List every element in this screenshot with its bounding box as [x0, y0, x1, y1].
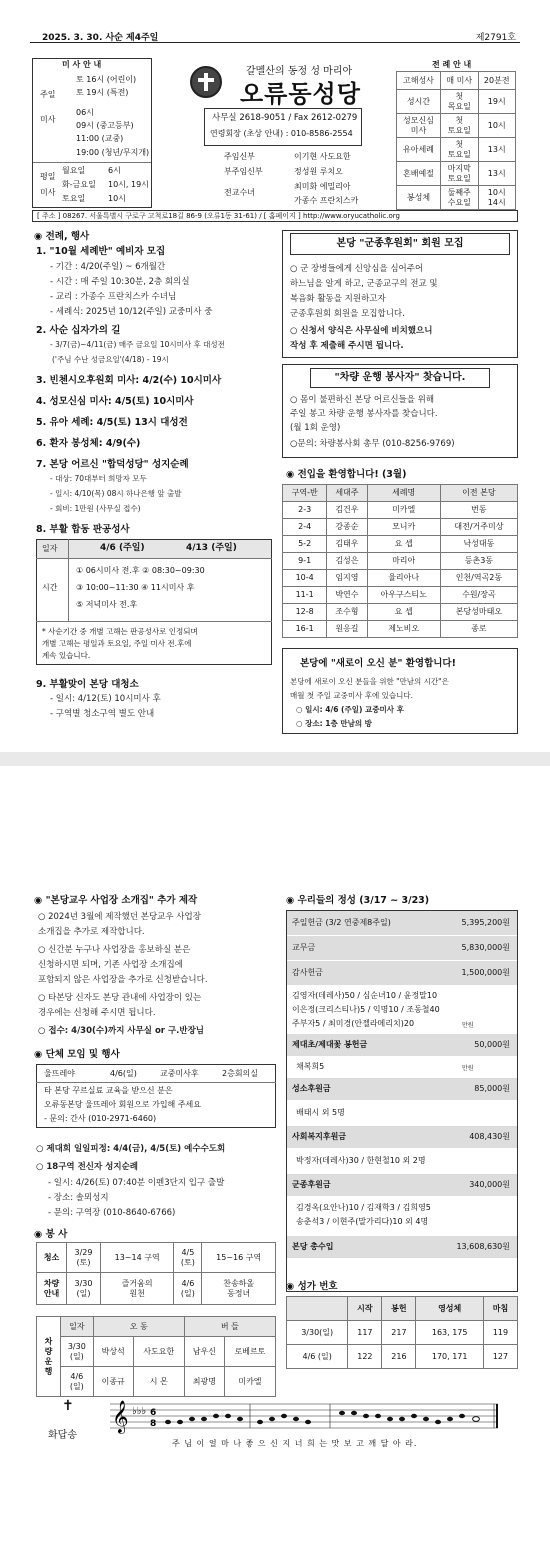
newcomers-cell: 2-4 — [283, 519, 327, 536]
thanks-1: 김영자(데레사)50 / 심순녀10 / 윤정말10 — [292, 991, 438, 1000]
groups-place: 2층회의실 — [222, 1069, 259, 1078]
newcomers-table — [282, 484, 518, 638]
newcomers-cell: 김태우 — [327, 536, 367, 553]
line: - 회비: 1만원 (사무실 접수) — [50, 504, 141, 513]
newcomers-cell: 요 셉 — [367, 536, 440, 553]
service-cell: 찬송하올 동정녀 — [202, 1273, 276, 1305]
line: ○ 2024년 3월에 제작했던 본당교우 사업장 — [38, 912, 201, 922]
confession-h2: 4/6 (주일) — [100, 543, 145, 553]
service-title: ◉ 봉 사 — [34, 1229, 68, 1240]
parish-subtitle: 갈멜산의 동정 성 마리아 — [246, 66, 353, 77]
newcomers-cell: 대전/거주미상 — [440, 519, 517, 536]
service-cell: 4/6 (일) — [174, 1273, 202, 1305]
ceremony-cell: 13시 — [478, 162, 516, 186]
service-cell: 13~14 구역 — [100, 1243, 174, 1273]
newcomers-header: 이전 본당 — [440, 485, 517, 502]
newcomers-cell: 수원/장곡 — [440, 587, 517, 604]
newcomers-cell: 낙성대동 — [440, 536, 517, 553]
welfare-label: 사회복지후원금 — [292, 1132, 347, 1141]
military-value: 340,000원 — [469, 1180, 510, 1189]
altar-label: 제대초/제대꽃 봉헌금 — [292, 1040, 368, 1049]
line: 타 본당 꾸르실료 교육을 받으신 분은 — [44, 1086, 173, 1095]
offering-label-2: 교무금 — [292, 943, 316, 952]
sun-time-2: 09시 (중고등부) — [76, 121, 134, 130]
confession-note-2: 개별 고해는 평일과 토요일, 주일 미사 전.후에 — [42, 639, 192, 648]
offering-label-1: 주일헌금 (3/2 연중제8주일) — [292, 918, 391, 927]
ceremony-cell: 10시 — [478, 114, 516, 138]
newcomers-cell: 박연수 — [327, 587, 367, 604]
svg-text:♭♭♭: ♭♭♭ — [132, 1406, 147, 1417]
line: ○ 타본당 신자도 본당 관내에 사업장이 있는 — [38, 993, 202, 1003]
line: (월 1회 운영) — [290, 423, 341, 433]
issue-date: 2025. 3. 30. 사순 제4주일 — [42, 33, 159, 43]
line: - 문의: 구역장 (010-8640-6766) — [48, 1208, 176, 1218]
offering-value-1: 5,395,200원 — [461, 918, 510, 927]
newcomers-cell: 16-1 — [283, 621, 327, 638]
newcomers-cell: 2-3 — [283, 502, 327, 519]
liturgy-item-6: 6. 환자 봉성체: 4/9(수) — [36, 438, 141, 449]
ceremony-cell: 첫 토요일 — [440, 114, 478, 138]
liturgy-item-5: 5. 유아 세례: 4/5(토) 13시 대성전 — [36, 417, 188, 428]
liturgy-item-2: 2. 사순 십자가의 길 — [36, 325, 121, 336]
altar-names: 채복희5 — [296, 1062, 325, 1071]
offering-label-3: 감사헌금 — [292, 968, 323, 977]
ceremony-cell: 봉성체 — [397, 186, 441, 210]
address-bar: [ 주소 ] 08267. 서울특별시 구로구 고척로18길 86-9 (오류1동 31-61) / [ 홈페이지 ] http://www.oryucatholic.org — [32, 210, 518, 222]
hymns-cell: 122 — [348, 1345, 382, 1369]
line: - 시간 : 매 주일 10:30분, 2층 회의실 — [50, 277, 190, 287]
drive-header: 오 동 — [93, 1317, 184, 1337]
legion-title: 본당 "군종후원회" 회원 모집 — [290, 233, 510, 255]
office-phone: 사무실 2618-9051 / Fax 2612-0279 — [212, 113, 358, 123]
ceremony-cell: 첫 목요일 — [440, 90, 478, 114]
sun-time-3: 11:00 (교중) — [76, 134, 124, 143]
service-cell: 차량 안내 — [37, 1273, 67, 1305]
newcomers-cell: 번동 — [440, 502, 517, 519]
line: 오류동본당 울뜨레아 회원으로 가입해 주세요 — [44, 1100, 202, 1109]
welfare-value: 408,430원 — [469, 1132, 510, 1141]
groups-name: 울뜨레야 — [44, 1069, 75, 1078]
drive-cell: 4/6 (일) — [61, 1367, 94, 1397]
weekday-label-1: 평일 — [40, 172, 56, 181]
svg-text:8: 8 — [150, 1419, 157, 1429]
hymns-cell: 127 — [483, 1345, 517, 1369]
newcomers-cell: 인천/역곡2동 — [440, 570, 517, 587]
staff-name-4: 가종수 프란치스카 — [294, 196, 359, 205]
offering-title: ◉ 우리들의 정성 (3/17 ~ 3/23) — [286, 895, 430, 906]
newcomers-cell: 9-1 — [283, 553, 327, 570]
drive-cell: 최광명 — [184, 1367, 224, 1397]
confession-h1: 일자 — [42, 544, 58, 553]
line: 경우에는 신청해 주시면 됩니다. — [38, 1008, 156, 1018]
sun-time-4: 19:00 (청년/무지개) — [76, 148, 150, 157]
hymns-cell: 4/6 (일) — [287, 1345, 348, 1369]
drive-header: 일자 — [61, 1317, 94, 1337]
line: ○ 신청서 양식은 사무실에 비치했으니 — [290, 326, 433, 336]
liturgy-item-3: 3. 빈첸시오후원회 미사: 4/2(수) 10시미사 — [36, 375, 222, 386]
weekday-time-2: 10시, 19시 — [108, 180, 149, 189]
drive-cell: 시 몬 — [133, 1367, 184, 1397]
ceremony-cell: 13시 — [478, 138, 516, 162]
newcomers-cell: 종로 — [440, 621, 517, 638]
line: - 문의: 간사 (010-2971-6460) — [44, 1114, 157, 1123]
ceremony-cell: 20분전 — [478, 72, 516, 90]
retreat-b: ○ 18구역 전신자 성지순례 — [36, 1162, 139, 1172]
line: 군종후원회 회원을 모집합니다. — [290, 309, 405, 319]
newcomers-cell: 등촌3동 — [440, 553, 517, 570]
hymns-cell: 3/30(일) — [287, 1321, 348, 1345]
confession-note-3: 계속 있습니다. — [42, 651, 91, 660]
shrine-names: 배태시 외 5명 — [296, 1108, 345, 1117]
ceremony-guide-title: 전 례 안 내 — [432, 60, 472, 69]
hymns-header: 봉헌 — [382, 1297, 416, 1321]
parish-logo-icon — [190, 66, 222, 98]
altar-value: 50,000원 — [474, 1040, 510, 1049]
parish-name: 오류동성당 — [240, 80, 361, 108]
bulletin-page-2 — [0, 766, 550, 1560]
newcomers-cell: 본당성마태오 — [440, 604, 517, 621]
sat-mass-2: 토 19시 (특전) — [76, 88, 129, 97]
liturgy-item-4: 4. 성모신심 미사: 4/5(토) 10시미사 — [36, 396, 194, 407]
line: - 구역별 청소구역 별도 안내 — [50, 709, 155, 719]
retreat-a: ○ 제대회 일일피정: 4/4(금), 4/5(토) 예수수도회 — [36, 1144, 226, 1154]
altar-unit: 만원 — [462, 1065, 474, 1072]
ceremony-cell: 유아세례 — [397, 138, 441, 162]
confession-note-1: * 사순기간 중 개별 고해는 판공성사로 인정되며 — [42, 627, 198, 636]
newcomers-cell: 조수형 — [327, 604, 367, 621]
line: - 장소: 솔뫼성지 — [48, 1193, 109, 1203]
hymns-header: 시작 — [348, 1297, 382, 1321]
liturgy-item-7: 7. 본당 어르신 "합덕성당" 성지순례 — [36, 459, 189, 470]
groups-title: ◉ 단체 모임 및 행사 — [34, 1049, 120, 1060]
newcomers-header: 세례명 — [367, 485, 440, 502]
hymns-cell: 117 — [348, 1321, 382, 1345]
line: - 세례식: 2025년 10/12(주일) 교중미사 중 — [50, 307, 213, 317]
sun-time-1: 06시 — [76, 108, 94, 117]
line: ○ 군 장병들에게 신앙심을 심어주어 — [290, 264, 424, 274]
line: - 일시: 4/12(토) 10시미사 후 — [50, 694, 161, 704]
divider — [68, 539, 69, 621]
funeral-contact: 연령회장 (초상 안내) : 010-8586-2554 — [210, 129, 353, 138]
confession-times-1: ① 06시미사 전.후 ② 08:30~09:30 — [76, 566, 205, 575]
line: - 대상: 70대부터 희망자 모두 — [50, 474, 147, 483]
military-names-1: 김경옥(요안나)10 / 김재학3 / 김희영5 — [296, 1203, 431, 1212]
ceremony-cell: 매 미사 — [440, 72, 478, 90]
confession-times-3: ⑤ 저녁미사 전.후 — [76, 600, 138, 609]
hymns-cell: 216 — [382, 1345, 416, 1369]
groups-time: 교중미사후 — [160, 1069, 199, 1078]
total-value: 13,608,630원 — [456, 1242, 510, 1251]
newcomers-cell: 원응길 — [327, 621, 367, 638]
divider — [36, 1082, 276, 1083]
ceremony-cell: 마지막 토요일 — [440, 162, 478, 186]
newcomers-cell: 모니카 — [367, 519, 440, 536]
hymns-table — [286, 1296, 518, 1369]
line: ○ 일시: 4/6 (주일) 교중미사 후 — [296, 705, 404, 714]
newcomers-header: 세대주 — [327, 485, 367, 502]
drive-cell: 박상석 — [93, 1337, 133, 1367]
newcomers-cell: 10-4 — [283, 570, 327, 587]
hymns-cell: 217 — [382, 1321, 416, 1345]
offering-value-2: 5,830,000원 — [461, 943, 510, 952]
line: 하느님을 알게 하고, 군종교구의 전교 및 — [290, 279, 438, 289]
hymns-cell: 170, 171 — [416, 1345, 484, 1369]
newcomers-cell: 12-8 — [283, 604, 327, 621]
weekday-day-2: 화-금요일 — [62, 180, 96, 189]
confession-h3: 4/13 (주일) — [186, 543, 237, 553]
psalm-lyrics: 주 님 이 얼 마 나 좋 으 신 지 너 희 는 맛 보 고 깨 달 아 라. — [172, 1439, 418, 1448]
driver-title: "차량 운행 봉사자" 찾습니다. — [310, 368, 490, 388]
weekday-day-3: 토요일 — [62, 194, 86, 203]
service-cell: 3/29 (토) — [67, 1243, 101, 1273]
newcomers-cell: 아우구스티노 — [367, 587, 440, 604]
drive-cell: 남우신 — [184, 1337, 224, 1367]
divider — [36, 558, 272, 559]
newcomers-cell: 미카엘 — [367, 502, 440, 519]
ceremony-cell: 성모신심 미사 — [397, 114, 441, 138]
ceremony-cell: 고해성사 — [397, 72, 441, 90]
booklet-title: ◉ "본당교우 사업장 소개집" 추가 제작 — [34, 895, 198, 906]
staff-name-3: 최미화 에밀리아 — [294, 182, 351, 191]
line: 소개집을 추가로 제작합니다. — [38, 927, 145, 937]
line: ('주님 수난 성금요일'(4/18) - 19시 — [52, 355, 169, 364]
line: ○ 신간분 누구나 사업장을 홍보하실 분은 — [38, 945, 191, 955]
line: - 3/7(금)~4/11(금) 매주 금요일 10시미사 후 대성전 — [50, 340, 225, 349]
hymns-header: 마침 — [483, 1297, 517, 1321]
drive-cell: 3/30 (일) — [61, 1337, 94, 1367]
liturgy-title: ◉ 전례, 행사 — [34, 231, 90, 242]
cross-icon: ✝ — [62, 1398, 74, 1414]
ceremony-cell: 19시 — [478, 90, 516, 114]
offering-value-3: 1,500,000원 — [461, 968, 510, 977]
divider — [33, 162, 151, 163]
newcomers-cell: 임지영 — [327, 570, 367, 587]
cleanup-title: 9. 부활맞이 본당 대청소 — [36, 679, 139, 690]
ceremony-cell: 첫 토요일 — [440, 138, 478, 162]
line: - 일시: 4/10(목) 08시 하나은행 앞 출발 — [50, 489, 182, 498]
military-label: 군종후원금 — [292, 1180, 331, 1189]
ceremony-cell: 성시간 — [397, 90, 441, 114]
line: 본당에 새로이 오신 분들을 위한 "만남의 시간"은 — [290, 677, 449, 686]
military-names-2: 송춘석3 / 이현주(말가리다)10 외 4명 — [296, 1217, 429, 1226]
welcome-title: 본당에 "새로이 오신 분" 환영합니다! — [300, 658, 456, 669]
staff-name-2: 정성원 루치오 — [294, 167, 343, 176]
line: ○ 장소: 1층 만남의 방 — [296, 719, 372, 728]
line: ○ 접수: 4/30(수)까지 사무실 or 구.반장님 — [38, 1026, 205, 1036]
newcomers-cell: 제노비오 — [367, 621, 440, 638]
newcomers-cell: 마리아 — [367, 553, 440, 570]
line: 작성 후 제출해 주시면 됩니다. — [290, 341, 404, 351]
staff-role-3: 전교수녀 — [224, 188, 255, 197]
drive-cell: 로베르토 — [224, 1337, 275, 1367]
weekday-time-1: 6시 — [108, 166, 121, 175]
drive-table — [36, 1316, 276, 1397]
drive-cell: 미카엘 — [224, 1367, 275, 1397]
line: - 기간 : 4/20(주일) ~ 6개월간 — [50, 262, 166, 272]
weekday-label-2: 미사 — [40, 188, 56, 197]
liturgy-item-8: 8. 부활 합동 판공성사 — [36, 524, 130, 535]
svg-text:𝄞: 𝄞 — [112, 1400, 129, 1433]
hymns-title: ◉ 성가 번호 — [286, 1281, 338, 1292]
liturgy-item-1: 1. "10월 세례반" 예비자 모집 — [36, 246, 166, 257]
thanks-unit: 만원 — [462, 1022, 474, 1029]
service-cell: 즐거움의 원천 — [100, 1273, 174, 1305]
staff-name-1: 이기현 사도요한 — [294, 152, 351, 161]
weekday-time-3: 10시 — [108, 194, 126, 203]
line: ○문의: 차량봉사회 총무 (010-8256-9769) — [290, 439, 455, 449]
page-separator — [0, 752, 550, 766]
bulletin-page-1 — [0, 0, 550, 746]
weekday-day-1: 월요일 — [62, 166, 86, 175]
service-cell: 15~16 구역 — [202, 1243, 276, 1273]
shrine-label: 성소후원금 — [292, 1084, 331, 1093]
divider — [36, 621, 272, 622]
thanks-3: 주부자5 / 최미경(안젤라메리치)20 — [292, 1019, 415, 1028]
mass-guide-title: 미 사 안 내 — [62, 60, 102, 69]
service-cell: 3/30 (일) — [67, 1273, 101, 1305]
line: 신청하시면 되며, 기존 사업장 소개집에 — [38, 960, 183, 970]
newcomers-cell: 강종순 — [327, 519, 367, 536]
sunday-label-1: 주일 — [40, 90, 56, 99]
line: 주일 봉고 차량 운행 봉사자를 찾습니다. — [290, 409, 438, 419]
hymns-cell: 119 — [483, 1321, 517, 1345]
staff-role-1: 주임신부 — [224, 152, 255, 161]
thanks-2: 이은정(크리스티나)5 / 익명10 / 조동철40 — [292, 1005, 440, 1014]
hymns-header: 영성체 — [416, 1297, 484, 1321]
groups-date: 4/6(일) — [110, 1069, 137, 1078]
drive-cell: 사도요한 — [133, 1337, 184, 1367]
line: - 일시: 4/26(토) 07:40분 이펜3단지 입구 출발 — [48, 1178, 225, 1188]
newcomers-cell: 김성은 — [327, 553, 367, 570]
line: 매월 첫 주일 교중미사 후에 있습니다. — [290, 691, 413, 700]
line: 복음화 활동을 지원하고자 — [290, 294, 386, 304]
hymns-header — [287, 1297, 348, 1321]
sat-mass-1: 토 16시 (어린이) — [76, 75, 137, 84]
welfare-names: 박정자(데레사)30 / 한현철10 외 2명 — [296, 1156, 426, 1165]
drive-cell: 이종규 — [93, 1367, 133, 1397]
confession-rowlabel: 시간 — [42, 583, 58, 592]
service-cell: 4/5 (토) — [174, 1243, 202, 1273]
newcomers-cell: 율리아나 — [367, 570, 440, 587]
ceremony-cell: 혼배예절 — [397, 162, 441, 186]
newcomers-cell: 요 셉 — [367, 604, 440, 621]
psalm-label: 화답송 — [48, 1430, 77, 1441]
total-label: 본당 총수입 — [292, 1242, 334, 1251]
newcomers-header: 구역-반 — [283, 485, 327, 502]
line: 포함되지 않은 사업장을 추가로 신청받습니다. — [38, 975, 208, 985]
header-rule — [30, 42, 520, 43]
hymns-cell: 163, 175 — [416, 1321, 484, 1345]
sunday-label-2: 미사 — [40, 115, 56, 124]
confession-times-2: ③ 10:00~11:30 ④ 11시미사 후 — [76, 583, 195, 592]
issue-number: 제2791호 — [475, 33, 516, 43]
ceremony-table — [396, 71, 516, 210]
newcomers-cell: 김건우 — [327, 502, 367, 519]
line: ○ 몸이 불편하신 본당 어르신들을 위해 — [290, 395, 435, 405]
service-cell: 청소 — [37, 1243, 67, 1273]
drive-header: 버 들 — [184, 1317, 275, 1337]
staff-role-2: 부주임신부 — [224, 167, 263, 176]
newcomers-cell: 11-1 — [283, 587, 327, 604]
service-table — [36, 1242, 276, 1305]
drive-label: 차 량 운 행 — [37, 1317, 61, 1397]
line: - 교리 : 가종수 프란치스카 수녀님 — [50, 292, 177, 302]
newcomers-title: ◉ 전입을 환영합니다! (3월) — [286, 469, 407, 480]
shrine-value: 85,000원 — [474, 1084, 510, 1093]
svg-text:6: 6 — [150, 1408, 157, 1418]
ceremony-cell: 10시 14시 — [478, 186, 516, 210]
ceremony-cell: 둘째주 수요일 — [440, 186, 478, 210]
music-staff — [110, 1398, 502, 1434]
newcomers-cell: 5-2 — [283, 536, 327, 553]
